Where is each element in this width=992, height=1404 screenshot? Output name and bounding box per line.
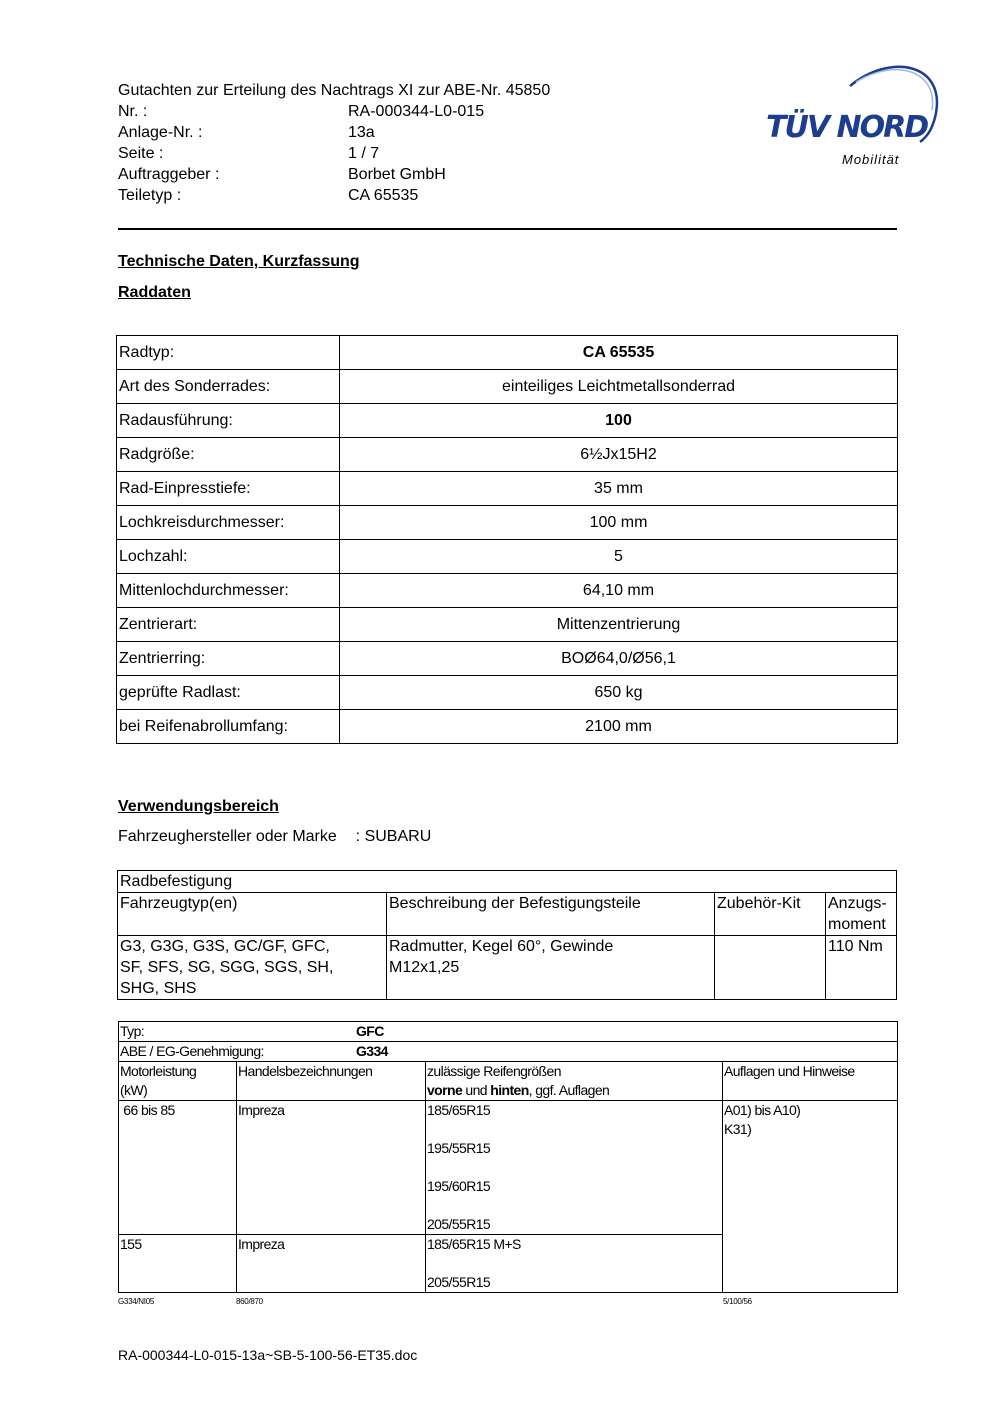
radbefestigung-title: Radbefestigung [118,871,897,893]
table-foot-code-2: 860/870 [236,1297,263,1306]
raddaten-value: 6½Jx15H2 [340,438,898,472]
raddaten-label: Zentrierart: [117,608,340,642]
raddaten-value: CA 65535 [340,336,898,370]
table-row [117,710,898,744]
table-foot-code-1: G334/NI05 [118,1297,154,1306]
header-value-anlage: 13a [348,124,375,141]
table-cell: Radmutter, Kegel 60°, Gewinde M12x1,25 [387,936,715,1000]
typ-value: GFC [356,1023,384,1039]
header-cell: Anzugs- moment [826,893,897,936]
table-row [117,438,898,472]
logo-brand: TÜV NORD [766,110,928,145]
table-row [117,608,898,642]
raddaten-label: bei Reifenabrollumfang: [117,710,340,744]
raddaten-label: geprüfte Radlast: [117,676,340,710]
header-value-auftraggeber: Borbet GmbH [348,166,446,183]
name-cell: Impreza [237,1235,426,1293]
abe-row [119,1042,898,1062]
table-row [117,472,898,506]
header-label-auftraggeber: Auftraggeber : [118,166,220,183]
raddaten-label: Lochzahl: [117,540,340,574]
table-row [117,574,898,608]
tyres-cell: 185/65R15 M+S 205/55R15 [426,1235,723,1293]
table-cell: 110 Nm [826,936,897,1000]
header-value-teiletyp: CA 65535 [348,187,419,204]
raddaten-value: einteiliges Leichtmetallsonderrad [340,370,898,404]
abe-label: ABE / EG-Genehmigung: [120,1043,264,1059]
header-label-seite: Seite : [118,145,164,162]
table-row [117,642,898,676]
header-value-seite: 1 / 7 [348,145,380,162]
name-cell: Impreza [237,1101,426,1235]
radbefestigung-table [117,870,897,1000]
header-divider [118,228,897,230]
raddaten-label: Rad-Einpresstiefe: [117,472,340,506]
header-cell: Beschreibung der Befestigungsteile [387,893,715,936]
document-title: Gutachten zur Erteilung des Nachtrags XI zur ABE-Nr. 45850 [118,82,551,99]
table-row [117,676,898,710]
header-label-teiletyp: Teiletyp : [118,187,182,204]
raddaten-value: 5 [340,540,898,574]
raddaten-label: Mittenlochdurchmesser: [117,574,340,608]
raddaten-label: Zentrierring: [117,642,340,676]
tyres-header-front: vorne [427,1082,463,1098]
raddaten-value: 64,10 mm [340,574,898,608]
table-row [119,1042,898,1062]
raddaten-label: Radtyp: [117,336,340,370]
table-row [119,1022,898,1042]
hersteller-line [118,828,431,846]
tyres-header-rear: hinten [490,1082,529,1098]
tyres-header-rest: , ggf. Auflagen [528,1082,610,1098]
table-cell: G3, G3G, G3S, GC/GF, GFC, SF, SFS, SG, SGG, SGS, SH, SHG, SHS [118,936,387,1000]
tyres-header-line1: zulässige Reifengrößen [427,1063,561,1079]
table-row [117,404,898,438]
header-cell: Motorleistung (kW) [119,1062,237,1101]
raddaten-value: Mittenzentrierung [340,608,898,642]
header-cell: Fahrzeugtyp(en) [118,893,387,936]
header-label-nr: Nr. : [118,103,148,120]
table-foot-code-3: 5/100/56 [723,1297,752,1306]
tyres-cell: 185/65R15 195/55R15 195/60R15 205/55R15 [426,1101,723,1235]
table-row [119,1101,898,1235]
raddaten-table [116,335,898,744]
abe-value: G334 [356,1043,388,1059]
table-row [118,893,897,936]
table-cell [715,936,826,1000]
raddaten-value: 100 mm [340,506,898,540]
typ-row [119,1022,898,1042]
table-row [117,336,898,370]
tyres-header-und: und [462,1082,491,1098]
header-cell: Zubehör-Kit [715,893,826,936]
section-title-raddaten: Raddaten [118,284,191,301]
raddaten-label: Lochkreisdurchmesser: [117,506,340,540]
table-row [118,936,897,1000]
table-row [117,506,898,540]
logo-subtitle: Mobilität [842,152,900,167]
section-title-verwendung: Verwendungsbereich [118,798,279,815]
raddaten-label: Radgröße: [117,438,340,472]
raddaten-value: 650 kg [340,676,898,710]
power-cell: 155 [119,1235,237,1293]
tuv-nord-logo [760,58,945,173]
section-title-tech: Technische Daten, Kurzfassung [118,253,360,270]
table-row [119,1062,898,1101]
header-label-anlage: Anlage-Nr. : [118,124,203,141]
hinweise-cell: A01) bis A10) K31) [723,1101,898,1293]
raddaten-value: 2100 mm [340,710,898,744]
header-value-nr: RA-000344-L0-015 [348,103,485,120]
header-cell: Handelsbezeichnungen [237,1062,426,1101]
raddaten-label: Art des Sonderrades: [117,370,340,404]
raddaten-value: 100 [340,404,898,438]
footer-filename: RA-000344-L0-015-13a~SB-5-100-56-ET35.doc [118,1347,418,1363]
hersteller-value: SUBARU [364,828,432,845]
hersteller-label: Fahrzeughersteller oder Marke [118,828,337,845]
typ-table [118,1021,898,1293]
table-row [117,370,898,404]
header-cell: Auflagen und Hinweise [723,1062,898,1101]
power-cell: 66 bis 85 [119,1101,237,1235]
raddaten-value: BOØ64,0/Ø56,1 [340,642,898,676]
raddaten-value: 35 mm [340,472,898,506]
table-row [117,540,898,574]
raddaten-label: Radausführung: [117,404,340,438]
table-row [118,871,897,893]
typ-label: Typ: [120,1023,145,1039]
header-cell-tyres [426,1062,723,1101]
hersteller-sep: : [355,828,361,845]
